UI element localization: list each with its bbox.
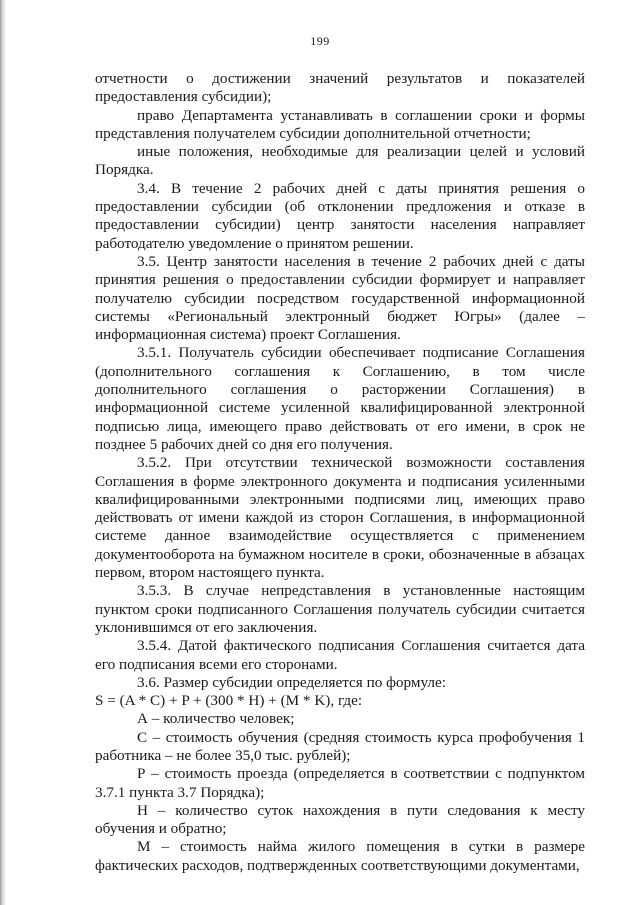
document-body xyxy=(95,70,585,875)
page-number: 199 xyxy=(310,34,330,48)
formula-term-a: А – количество человек; xyxy=(137,710,295,728)
paragraph-department-right: право Департамента устанавливать в соглашении сроки и формы представления получателем субсидии дополнительной отчетности; xyxy=(95,106,585,142)
paragraph-3-5: 3.5. Центр занятости населения в течение 2 рабочих дней с даты принятия решения о предоставлении субсидии формирует и направляет получателю субсидии посредством государственной информационной системы «Региональный электронный бюджет Югры» (далее – информационная система) проект Соглашения. xyxy=(95,252,585,344)
formula-term-c: С – стоимость обучения (средняя стоимость курса профобучения 1 работника – не более 35,0 тыс. рублей); xyxy=(95,728,585,764)
paragraph-3-5-1: 3.5.1. Получатель субсидии обеспечивает подписание Соглашения (дополнительного соглашения к Соглашению, в том числе дополнительного соглашения о расторжении Соглашения) в информационной системе усиленной квалифицированной электронной подписью лица, имеющего право действовать от его имени, в срок не позднее 5 рабочих дней со дня его получения. xyxy=(95,344,585,453)
paragraph-3-5-2: 3.5.2. При отсутствии технической возможности составления Соглашения в форме электронного документа и подписания усиленными квалифицированными электронными подписями лиц, имеющих право действовать от имени каждой из сторон Соглашения, в информационной системе данное взаимодействие осуществляется с применением документооборота на бумажном носителе в сроки, обозначенные в абзацах первом, втором настоящего пункта. xyxy=(95,454,585,582)
formula-term-m: М – стоимость найма жилого помещения в сутки в размере фактических расходов, подтвержденных соответствующими документами, xyxy=(95,838,585,874)
formula-term-h: Н – количество суток нахождения в пути следования к месту обучения и обратно; xyxy=(95,801,585,838)
paragraph-3-5-4: 3.5.4. Датой фактического подписания Соглашения считается дата его подписания всеми его сторонами. xyxy=(95,637,585,673)
paragraph-other-provisions: иные положения, необходимые для реализации целей и условий Порядка. xyxy=(95,143,585,179)
formula-term-p: Р – стоимость проезда (определяется в соответствии с подпунктом 3.7.1 пункта 3.7 Порядка); xyxy=(95,765,585,801)
scan-page-edge xyxy=(0,0,6,905)
paragraph-3-6: 3.6. Размер субсидии определяется по формуле: xyxy=(137,673,446,691)
paragraph-3-4: 3.4. В течение 2 рабочих дней с даты принятия решения о предоставлении субсидии (об отклонении предложения и отказе в предоставлении субсидии) центр занятости населения направляет работодателю уведомление о принятом решении. xyxy=(95,179,585,252)
paragraph-3-5-3: 3.5.3. В случае непредставления в установленные настоящим пунктом сроки подписанного Соглашения получатель субсидии считается уклонившимся от его заключения. xyxy=(95,582,585,636)
paragraph-reporting-continuation: отчетности о достижении значений результатов и показателей предоставления субсидии); xyxy=(95,70,585,106)
subsidy-formula: S = (A * C) + P + (300 * H) + (M * K), где: xyxy=(95,692,363,710)
